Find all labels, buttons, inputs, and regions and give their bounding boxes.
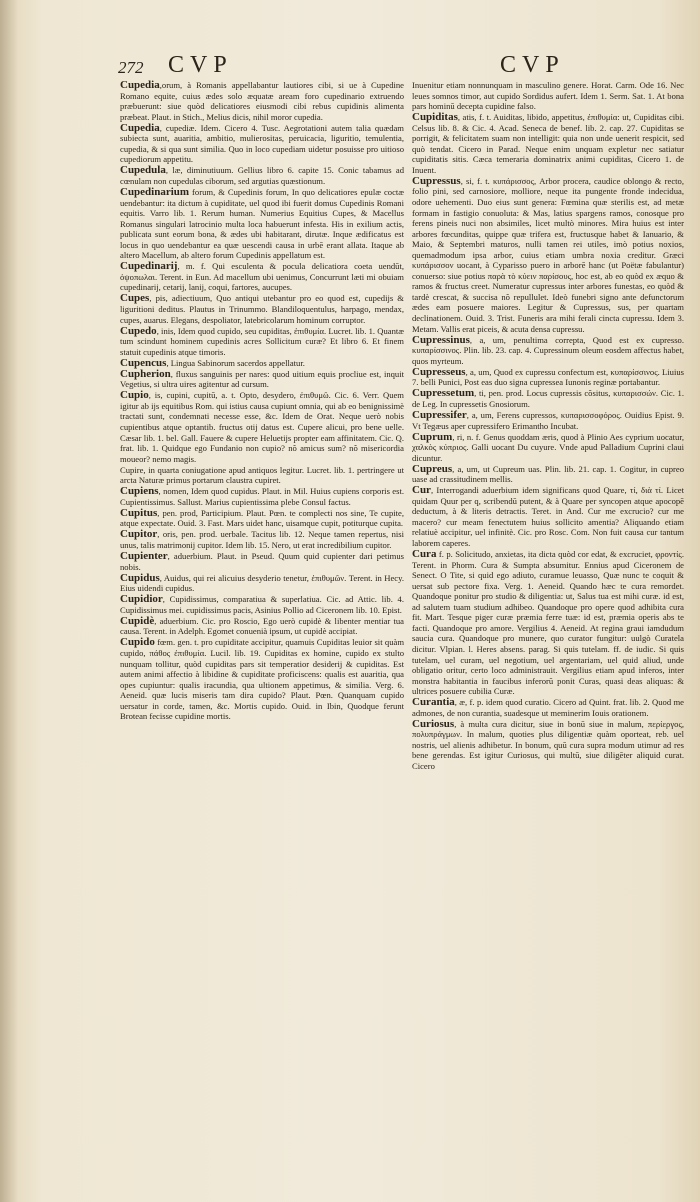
entry-lemma: Cupherion (120, 367, 171, 380)
entry-lemma: Cupressetum (412, 387, 475, 400)
entry-text: , is, cupini, cupitū, a. t. Opto, desydero, ἐπιθυμῶ. Cic. 6. Verr. Quem igitur ab ijs equitibus Rom. qui istius causa cupiunt omnia, qui ab eo benignissimè tractati sunt, condemnati necesse esse, &c. Idem de Orat. Neque uerò nobis cupientibus atque optantib. fructus otij datus est. Cupere alicui, pro bene uelle. Cæsar lib. 1. bel. Gall. Fauere & cupere Heluetijs propter eam affinitatem. Cic. Q. frat. lib. 1. Quidque ego Fundanio non cupio? nõ amicus sum? nõ misericordia moueor? nemo magis. (120, 390, 404, 464)
entry-text: , æ, f. p. idem quod curatio. Cicero ad Quint. frat. lib. 2. Quod me admones, de non curantia, suadesque ut meminerim Iouis orationem. (412, 697, 684, 718)
entry-text: , aduerbium. Cic. pro Roscio, Ego uerò cupidè & libenter mentiar tua causa. Terent. in Adelph. Egomet conuenià ipsum, ut cupidè accipiat. (120, 615, 404, 637)
entry-text: , Cupidissimus, comparatiua & superlatiua. Cic. ad Attic. lib. 4. Cupidissimus mei. cupidissimus pacis, Asinius Pollio ad Ciceronem lib. 10. Epist. (120, 594, 404, 615)
entry-text: , pen. prod, Participium. Plaut. Pœn. te complecti nos sine, Te cupite, atque expectate. Ouid. 3. Fast. Mars uidet hanc, uisamque cupit, potiturque cupita. (120, 507, 404, 529)
entry-lemma: Cupidus (120, 571, 160, 584)
dictionary-entry (120, 529, 404, 550)
entry-text: ,orum, à Romanis appellabantur lautiores cibi, si ue à Cupedine Romano equite, cuius ædes solo æquatæ aream foro cupedinario extruendo præbuerunt: siue quòd delicatiores eiusmodi cibi rebus cupidinis alimenta præbeat. Plaut. in Stich., Melius dicis, nihil moror cupedia. (120, 80, 404, 122)
entry-text: , inis, Idem quod cupido, seu cupiditas, ἐπιθυμία. Lucret. lib. 1. Quantæ tum scindunt hominem cupedinis acres Sollicitum curæ? Et libro 6. Et finem statuit cupedinis atque timoris. (120, 325, 404, 357)
dictionary-entry (120, 573, 404, 594)
entry-text: forum, & Cupedinis forum, In quo delicatiores epulæ coctæ uendebantur: ita dictum à cupiditate, uel quod ibi fuerit domus Cupedinis Romani equitis. Varro lib. 1. Rerum human. Numerius Equitius Cupes, & Macellus Romanus singulari latrocinio multa loca habuerunt infesta. His in exilium actis, publicata sunt eorum bona, & ædes ubi habitarant, dirutæ. Inque ædificatus est locus in quo uendebantur ea quæ uescendi causa in urbē erant allata. Itaque ab altero Macellum, ab altero forum Cupedinis appellatum est. (120, 186, 404, 261)
entry-text: , Interrogandi aduerbium idem significans quod Quare, τί, διὰ τί. Licet quidam Quur per q, scribendū putent, & à Quare per syncopen atque apocopē deductum, à & literis detractis. Teret. in And. Cur me excrucio? cur me macero? cur meam fenectutem huius sollicito amentia? Aliquando etiam relatiuè accipitur, uel infinitè. Cic. pro Rosc. Com. Non fuit causa cur tantum laborem caperes. (412, 485, 684, 549)
entry-lemma: Cur (412, 484, 431, 497)
dictionary-entry (412, 485, 684, 548)
entry-lemma: Cupiens (120, 485, 159, 498)
entry-text: Inuenitur etiam nonnunquam in masculino genere. Horat. Carm. Ode 16. Nec leues somnos timor, aut cupido Sordidus aufert. Idem 1. Serm. Sat. 1. At bona pars hominū decepta cupidine falso. (412, 80, 684, 112)
dictionary-entry (412, 335, 684, 367)
dictionary-entry (120, 187, 404, 261)
entry-text: , à multa cura dicitur, siue in bonū siue in malum, περίεργος, πολυπράγμων. In malum, quoties plus diligentiæ quàm oporteat, reb. uel nostris, uel alienis adhibetur. In bonum, quū cura supra modum utimur ad res bene gerendas. Est igitur Curiosus, qui multū, siue diligēter aliquid curat. Cicero (412, 718, 684, 771)
entry-lemma: Cuprum (412, 430, 453, 443)
entry-lemma: Cupedia (120, 80, 160, 91)
left-headword: CVP (168, 52, 233, 78)
dictionary-entry (120, 551, 404, 572)
dictionary-entry (412, 432, 684, 464)
entry-text: , oris, pen. prod. uerbale. Tacitus lib. 12. Neque tamen repertus, nisi unus, talis matrimonij cupitor. Idem lib. 15. Nero, ut erat incredibilium cupitor. (120, 529, 404, 551)
entry-lemma: Cupedinarij (120, 260, 178, 273)
dictionary-entry (412, 367, 684, 388)
entry-text: , a, um, Ferens cupressos, κυπαρισσοφόρος. Ouidius Epist. 9. Vt Tegæus aper cupressifero Erimantho Incubat. (412, 409, 684, 431)
dictionary-entry (412, 176, 684, 334)
dictionary-entry (120, 369, 404, 390)
entry-text: , a, um, penultima correpta, Quod est ex cupresso. κυπαρίσσινος. Plin. lib. 23. cap. 4. Cupressinum oleum eosdem affectus habet, quos myrteum. (412, 334, 684, 366)
entry-text: , si, f. t. κυπάρισσος, Arbor procera, caudice oblongo & recto, folio pini, sed carnosiore, molliore, neque ita pungente fronde indecidua, odore uehementi. Duo eius sunt genera: Fœmina quæ sterilis est, ad metæ formam in fastigio conuoluta: & Mas, latius spargens ramos, conosque pro ferens pineis nuci non absimiles, licet multò minores. Mira huius est inter arbores fœcunditas, quippe quæ trifera est, fructusque habet & Ianuario, & Maio, & Septembri maturos, nulli tamen rei utiles, imò potius noxios, quemadmodum ipsa arbor, cuius etiam umbra noxia creditur. Græci κυπάρισσον uocant, à Cyparisso puero in arborē hanc (ut Poëtæ fabulantur) conuerso: siue potius παρὰ τὸ κύειν παρίσους, hoc est, ab eo quòd ex æquo & ramos & fructus creet. Numeratur cupressus inter arbores funestas, eo quòd & tardè crescat, & succisa nõ repullulet. Ideò funebri signo ante defunctorum ædes eam posuere maiores. Legitur & Cupressus, sus, per quartam declinationem. Ouid. 3. Trist. Funeris ara mihi ferali cincta cupressu. Idem 3. Metam. Vallis erat piceis, & acuta densa cupressu. (412, 175, 684, 334)
entry-text: , m. f. Qui esculenta & pocula delicatiora coeta uendūt, ὀψοπωλαι. Terent. in Eun. Ad macellum ubi uenimus, Concurrunt læti mi obuiam cupedinarij, cetarij, lanij, coqui, fartores, aucupes. (120, 261, 404, 293)
entry-lemma: Cupidè (120, 614, 155, 627)
entry-lemma: Cupiditas (412, 111, 458, 124)
entry-text: , ri, n. f. Genus quoddam æris, quod à Plinio Aes cyprium uocatur, χαλκὸς κύπριος. Galli uocant Du cuyure. Vnde apud Palladium Cuprini claui dicuntur. (412, 431, 684, 463)
dictionary-entry (120, 293, 404, 325)
dictionary-entry (120, 261, 404, 293)
entry-text: , cupediæ. Idem. Cicero 4. Tusc. Aegrotationi autem talia quædam subiecta sunt, auaritia, ambitio, mulierositas, peruicacia, liguritio, temulentia, cupedia, & si qua sunt similia. Quo in loco cupediam uidetur posuisse pro uitioso cupediorum appetitu. (120, 122, 404, 165)
right-column (412, 80, 684, 1120)
entry-lemma: Cupedo (120, 324, 157, 337)
entry-text: , aduerbium. Plaut. in Pseud. Quum quid cupienter dari petimus nobis. (120, 551, 404, 572)
dictionary-entry (120, 358, 404, 369)
dictionary-entry (120, 616, 404, 637)
dictionary-entry (412, 410, 684, 431)
dictionary-entry (120, 594, 404, 615)
entry-text: , a, um, Quod ex cupressu confectum est, κυπαρίσσινος. Liuius 7. belli Punici, Post eas duo signa cupressea Iunonis reginæ portabantur. (412, 366, 684, 388)
dictionary-entry (120, 80, 404, 122)
dictionary-entry (120, 637, 404, 721)
dictionary-entry (120, 165, 404, 186)
page-number: 272 (118, 58, 144, 77)
entry-lemma: Cupitor (120, 528, 158, 541)
right-headword: CVP (500, 52, 565, 78)
dictionary-entry (120, 486, 404, 507)
entry-text: , atis, f. t. Auiditas, libido, appetitus, ἐπιθυμία: ut, Cupiditas cibi. Celsus lib. 8. & Cic. 4. Acad. Seneca de benef. lib. 2. cap. 27. Cupiditas se porrigit, & felicitatem suam non intelligit: quia non unde uenerit respicit, sed quò tendat. Cicero in Parad. Neque enim unquam expletur nec satiatur cupiditatis sitis. Cæca temeraria dominatrix animi cupiditas, Cicero 1. de Inuent. (412, 112, 684, 175)
entry-lemma: Cupitus (120, 506, 158, 519)
dictionary-entry (412, 464, 684, 485)
entry-text: f. p. Solicitudo, anxietas, ita dicta quòd cor edat, & excruciet, φροντίς. Terent. in Phorm. Cura & Sumpta absumitur. Ennius apud Ciceronem de Senect. O Tite, si quid ego adiuto, curamue leuasso, Quæ nunc te coquit & uersat sub pectore fixa. Verg. 1. Aeneid. Quando hæc te cura remordet. Quandoque ponitur pro studio & diligentia: ut, Salus tua est mihi curæ. id est, ad salutem tuam studium adhibeo. Quandoque pro opere quod adhibita cura fit. Mart. Tesque piger curæ præmia ferre tuæ: id est, præmia operis abs te facti. Quandoque pro amore. Vergilius 4. Aeneid. At regina graui iamdudum saucia cura. Quandoque pro munere, quo curator fungitur: uulgò Curatela dicitur. Vlpian. l. Heres absens. parag. Si quis tutelam. ff. de iudic. Si quis tutelam, uel curam, uel negotium, uel argentariam, uel quid aliud, unde obligatio oritur, certo loco administrauit. Vergilius etiam apud inferos, inter monstra habitantia in faucibus inferorũ ponit Curas, quasi deas aliquas: & ultrices posuere cubilia Curæ. (412, 549, 684, 697)
entry-lemma: Cupedia (120, 121, 160, 134)
entry-text: Cupire, in quarta coniugatione apud antiquos legitur. Lucret. lib. 1. pertringere ut arcta Naturæ primus portarum claustra cupiret. (120, 464, 404, 486)
entry-lemma: Cupencus (120, 356, 167, 369)
entry-lemma: Cupedula (120, 164, 166, 177)
entry-lemma: Cupressifer (412, 408, 467, 421)
dictionary-entry (412, 697, 684, 718)
entry-lemma: Cura (412, 548, 437, 561)
dictionary-entry (120, 465, 404, 486)
entry-lemma: Cupes (120, 292, 150, 305)
entry-lemma: Cupresseus (412, 365, 466, 378)
entry-text: fœm. gen. t. pro cupiditate accipitur, quamuis Cupiditas leuior sit quàm cupido, πάθος ἐπιθυμία. Lucil. lib. 19. Cupiditas ex homine, cupido ex stulto nunquam tollitur, quòd cupiditas pars sit temperatior desiderij & cupiditas. Est autem animi affectio à libidine & cupiditate proficiscens: qualis est auaritia, qua opes cupiuntur: qualis iracundia, qua ultionem appetimus, & similia. Verg. 6. Aeneid. quæ lucis miseris tam dira cupido? Plaut. Pœn. Quanquam cupido uersatur in corde, tamen, &c. Mortis cupido. Ouid. in Ibin, Quodque ferunt Brotean fecisse cupidine mortis. (120, 637, 404, 722)
dictionary-entry (120, 390, 404, 464)
left-column (120, 80, 404, 1120)
entry-lemma: Cupedinarium (120, 185, 190, 198)
entry-text: , nomen, Idem quod cupidus. Plaut. in Mil. Huius cupiens corporis est. Cupientissimus. Sallust. Marius cupientissima plebe Consul factus. (120, 486, 404, 507)
running-head (0, 52, 700, 82)
entry-lemma: Curiosus (412, 717, 455, 730)
entry-lemma: Curantia (412, 696, 455, 709)
entry-lemma: Cupreus (412, 462, 453, 475)
entry-text: , Auidus, qui rei alicuius desyderio tenetur, ἐπιθυμῶν. Terent. in Hecy. Eius uidendi cupidus. (120, 572, 404, 594)
entry-lemma: Cupressinus (412, 333, 470, 346)
entry-text: , a, um, ut Cupreum uas. Plin. lib. 21. cap. 1. Cogitur, in cupreo uase ad crassitudinem mellis. (412, 463, 684, 485)
dictionary-entry (120, 508, 404, 529)
entry-text: , læ, diminutiuum. Gellius libro 6. capite 15. Conic tabamus ad cœnulam non cupedulas ciborum, sed argutias quæstionum. (120, 165, 404, 186)
entry-text: , pis, adiectiuum, Quo antiqui utebantur pro eo quod est, cupedijs & liguritioni deditus. Plautus in Trinummo. Blandiloquentulus, harpago, mendax, cupes, auarus. Elegans, despoliator, latebricolarum hominum corruptor. (120, 293, 404, 325)
entry-text: , Lingua Sabinorum sacerdos appellatur. (166, 357, 305, 368)
entry-lemma: Cupidior (120, 593, 163, 606)
page-gutter-shadow (0, 0, 18, 1202)
dictionary-entry (412, 388, 684, 409)
dictionary-entry (412, 80, 684, 112)
entry-lemma: Cupido (120, 636, 155, 649)
dictionary-entry (120, 326, 404, 358)
dictionary-entry (120, 123, 404, 165)
dictionary-entry (412, 549, 684, 697)
entry-text: , ti, pen. prod. Locus cupressis cõsitus, κυπαρισσών. Cic. 1. de Leg. In cupressetis Gnosiorum. (412, 388, 684, 409)
entry-lemma: Cupressus (412, 174, 461, 187)
entry-lemma: Cupio (120, 389, 149, 402)
dictionary-entry (412, 719, 684, 772)
entry-lemma: Cupienter (120, 550, 168, 563)
entry-text: , fluxus sanguinis per nares: quod uitium equis procliue est, inquit Vegetius, si ultra uires agitentur ad cursum. (120, 368, 404, 390)
dictionary-entry (412, 112, 684, 175)
